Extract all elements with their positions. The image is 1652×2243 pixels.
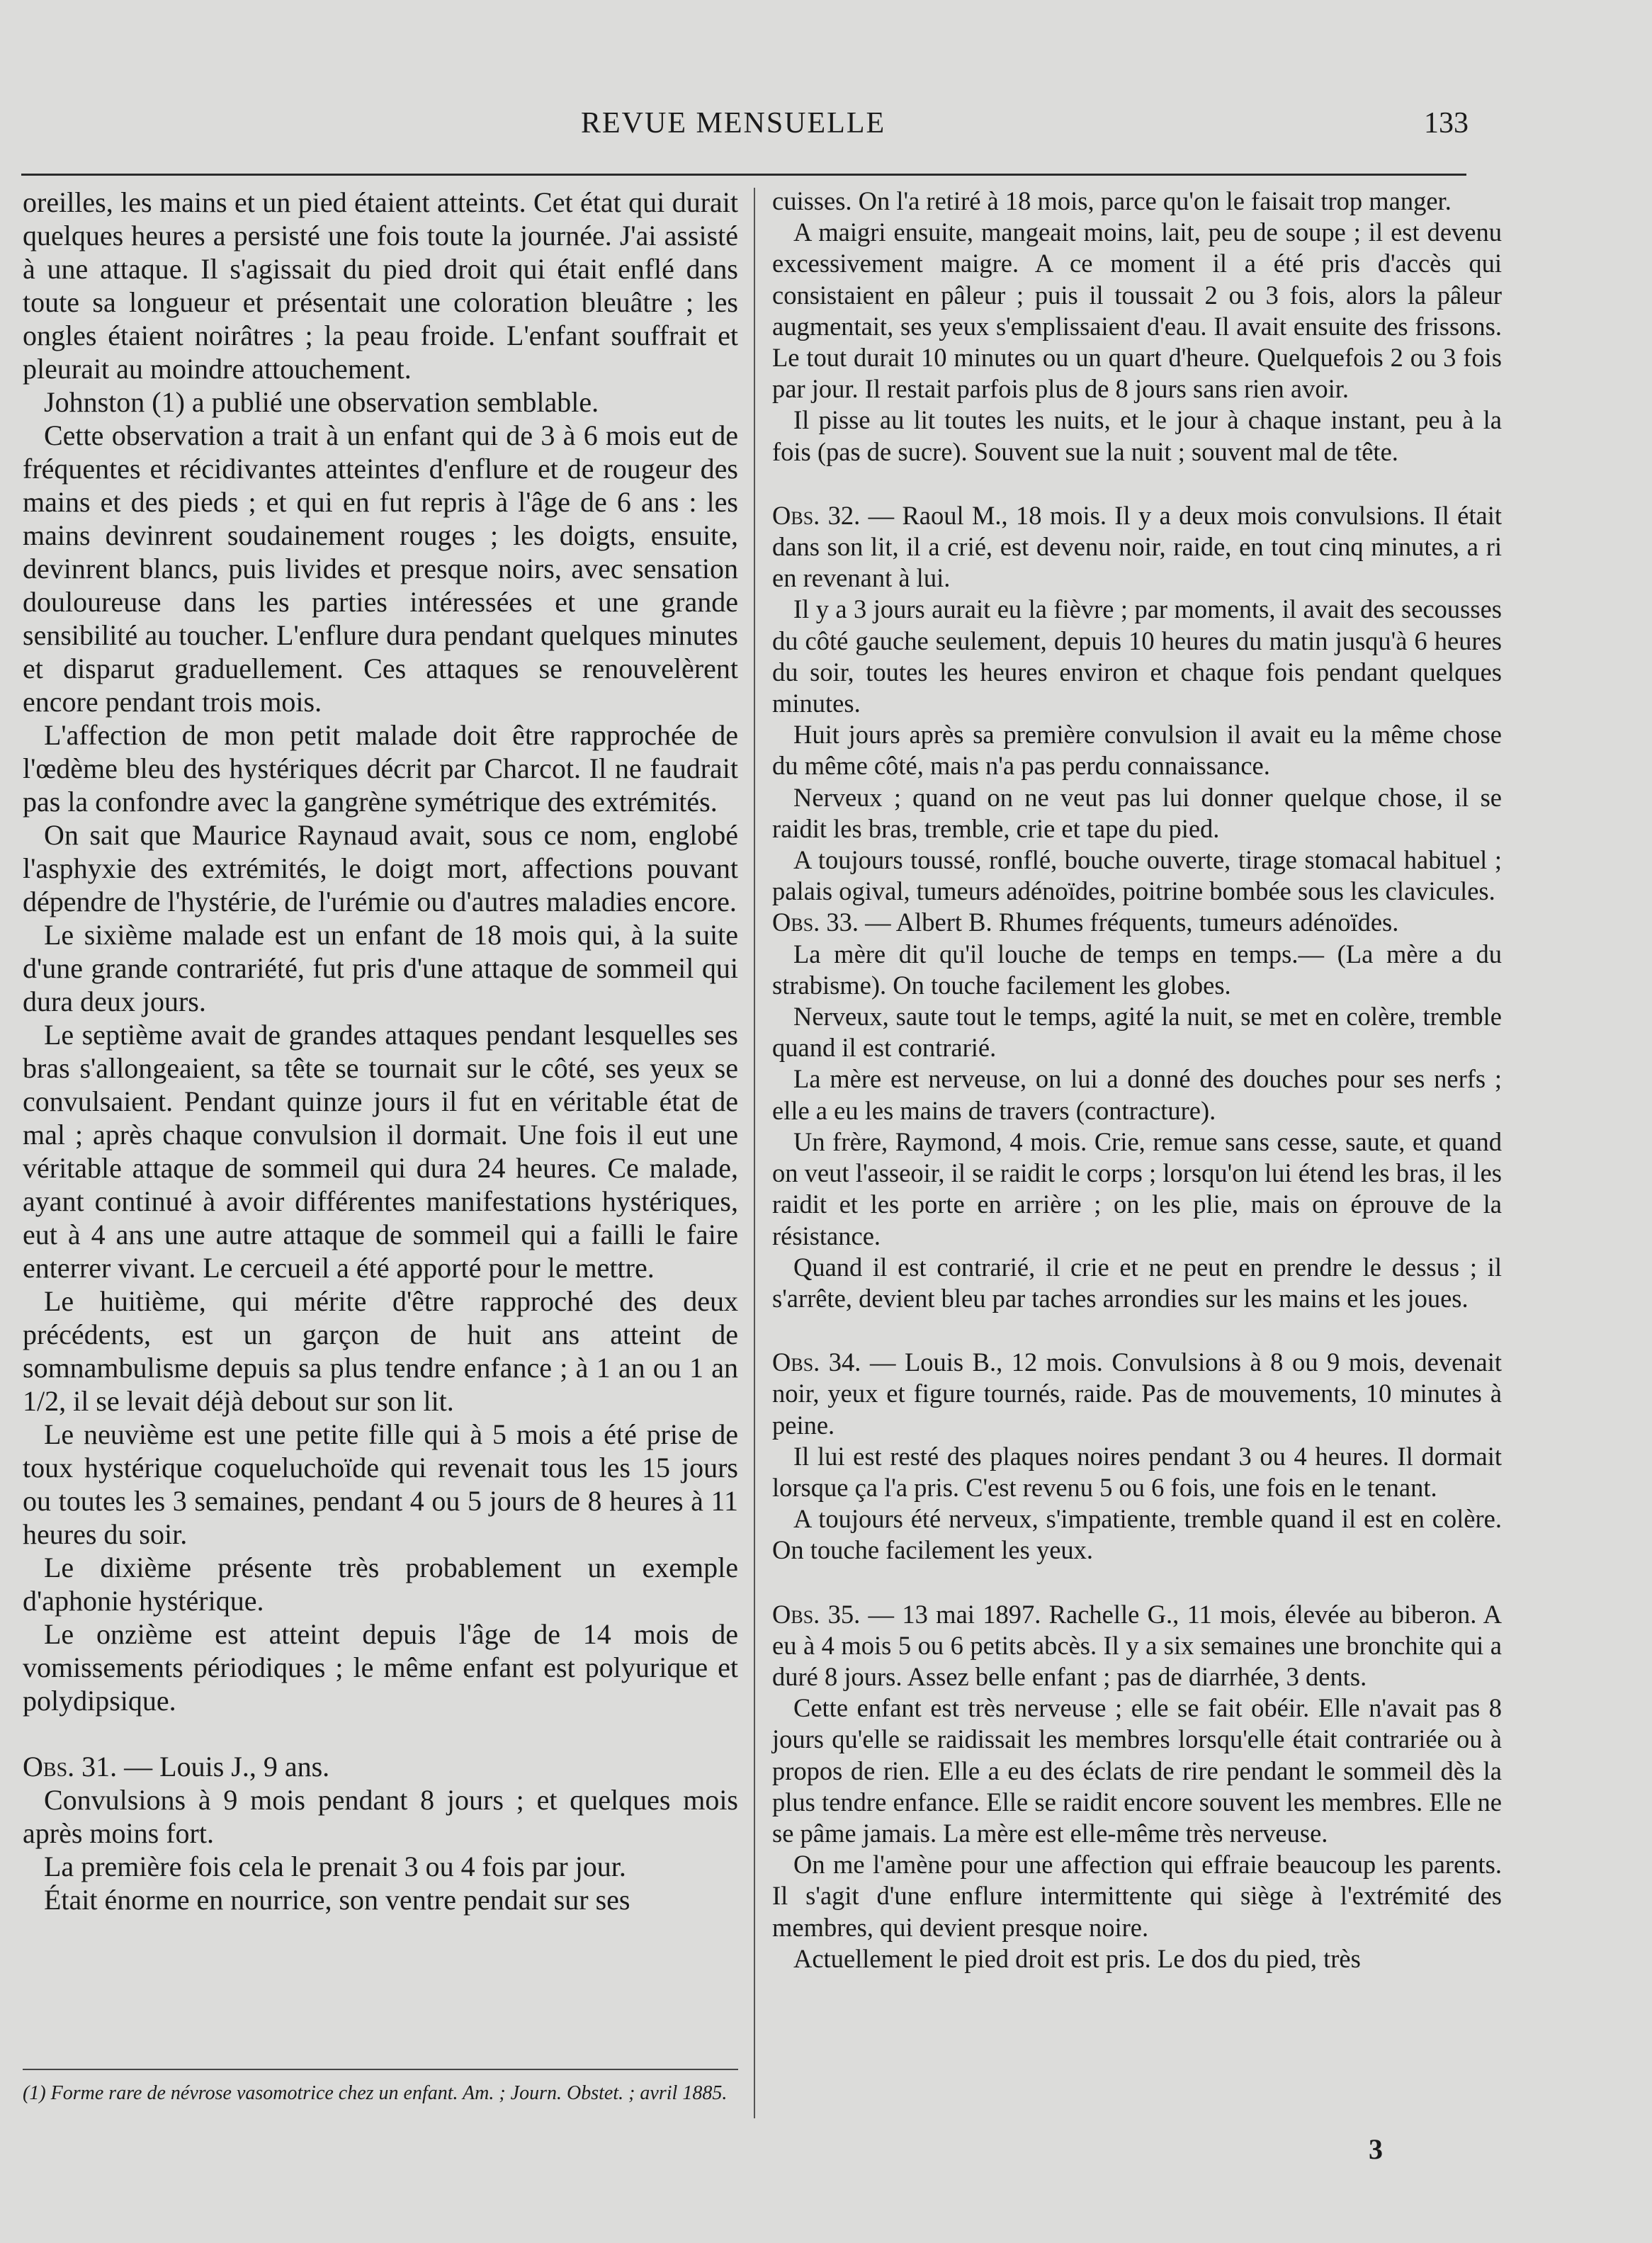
observation-label: Obs. 31. [23, 1751, 118, 1782]
observation-title: — Louis J., 9 ans. [117, 1751, 330, 1782]
paragraph: Le septième avait de grandes attaques pendant lesquelles ses bras s'allongeaient, sa tête se tournait sur le côté, ses yeux se convulsaient. Pendant quinze jours il fut en véritable état de mal ; après chaque convulsion il dormait. Une fois il eut une véritable attaque de sommeil qui dura 24 heures. Ce malade, ayant continué à avoir différentes manifestations hystériques, eut à 4 ans une autre attaque de sommeil qui a failli le faire enterrer vivant. Le cercueil a été apporté pour le mettre. [23, 1019, 738, 1284]
paragraph: Le dixième présente très probablement un exemple d'aphonie hystérique. [23, 1552, 738, 1617]
signature-mark: 3 [1369, 2133, 1383, 2165]
footnote-rule [23, 2069, 738, 2070]
observation-heading [23, 1750, 738, 1783]
section-gap [23, 1717, 738, 1750]
observation-label: Obs. 35. [772, 1599, 861, 1629]
observation-heading [772, 1347, 1502, 1441]
section-gap [772, 1566, 1502, 1599]
paragraph: Cette enfant est très nerveuse ; elle se fait obéir. Elle n'avait pas 8 jours qu'elle se raidissait les membres lorsqu'elle était contrariée ou à propos de rien. Elle a eu des éclats de rire pendant le sommeil dès la plus tendre enfance. Elle se raidit encore souvent les membres. Elle ne se pâme jamais. La mère est elle-même très nerveuse. [772, 1693, 1502, 1848]
observation-title: — Louis B., 12 mois. Convulsions à 8 ou 9 mois, devenait noir, yeux et figure tournés, raide. Pas de mouvements, 10 minutes à peine. [772, 1348, 1502, 1440]
paragraph: Actuellement le pied droit est pris. Le dos du pied, très [793, 1943, 1361, 1973]
paragraph: Quand il est contrarié, il crie et ne peut en prendre le dessus ; il s'arrête, devient bleu par taches arrondies sur les mains et les joues. [772, 1252, 1502, 1313]
paragraph: cuisses. On l'a retiré à 18 mois, parce qu'on le faisait trop manger. [772, 186, 1452, 215]
header-rule [21, 174, 1466, 176]
paragraph: Un frère, Raymond, 4 mois. Crie, remue sans cesse, saute, et quand on veut l'asseoir, il se raidit le corps ; lorsqu'on lui étend les bras, il les raidit et les porte en arrière ; on les plie, mais on éprouve de la résistance. [772, 1126, 1502, 1250]
paragraph: Le onzième est atteint depuis l'âge de 14 mois de vomissements périodiques ; le même enfant est polyurique et polydipsique. [23, 1618, 738, 1717]
observation-heading [772, 907, 1502, 938]
paragraph: Nerveux ; quand on ne veut pas lui donner quelque chose, il se raidit les bras, tremble, crie et tape du pied. [772, 782, 1502, 843]
observation-heading [772, 1599, 1502, 1693]
paragraph: A toujours été nerveux, s'impatiente, tremble quand il est en colère. On touche facilement les yeux. [772, 1504, 1502, 1565]
paragraph: Le sixième malade est un enfant de 18 mois qui, à la suite d'une grande contrariété, fut pris d'une attaque de sommeil qui dura deux jours. [23, 919, 738, 1017]
observation-heading [772, 500, 1502, 594]
paragraph: Nerveux, saute tout le temps, agité la nuit, se met en colère, tremble quand il est contrarié. [772, 1002, 1502, 1063]
paragraph: Huit jours après sa première convulsion il avait eu la même chose du même côté, mais n'a pas perdu connaissance. [772, 720, 1502, 781]
running-header [21, 106, 1469, 156]
paragraph: Cette observation a trait à un enfant qui de 3 à 6 mois eut de fréquentes et récidivantes atteintes d'enflure et de rougeur des mains et des pieds ; et qui en fut repris à l'âge de 6 ans : les mains devinrent soudainement rouges ; les doigts, ensuite, devinrent blancs, puis livides et presque noirs, avec sensation douloureuse dans les parties intéressées et une grande sensibilité au toucher. L'enflure dura pendant quelques minutes et disparut graduellement. Ces attaques se renouvelèrent encore pendant trois mois. [23, 419, 738, 718]
paragraph: Il pisse au lit toutes les nuits, et le jour à chaque instant, peu à la fois (pas de sucre). Souvent sue la nuit ; souvent mal de tête. [772, 405, 1502, 466]
paragraph: On me l'amène pour une affection qui effraie beaucoup les parents. Il s'agit d'une enflure intermittente qui siège à l'extrémité des membres, qui devient presque noire. [772, 1850, 1502, 1942]
paragraph: On sait que Maurice Raynaud avait, sous ce nom, englobé l'asphyxie des extrémités, le doigt mort, affections pouvant dépendre de l'hystérie, de l'urémie ou d'autres maladies encore. [23, 819, 738, 917]
paragraph: La première fois cela le prenait 3 ou 4 fois par jour. [44, 1851, 626, 1882]
paragraph: Convulsions à 9 mois pendant 8 jours ; et quelques mois après moins fort. [23, 1784, 738, 1849]
journal-title: REVUE MENSUELLE [581, 107, 886, 140]
paragraph: L'affection de mon petit malade doit être rapprochée de l'œdème bleu des hystériques décrit par Charcot. Il ne faudrait pas la confondre avec la gangrène symétrique des extrémités. [23, 719, 738, 818]
section-gap [772, 1314, 1502, 1347]
right-column [772, 186, 1502, 1974]
page-number: 133 [1424, 107, 1469, 140]
observation-label: Obs. 34. [772, 1348, 861, 1377]
observation-title: — Raoul M., 18 mois. Il y a deux mois convulsions. Il était dans son lit, il a crié, est devenu noir, raide, en tout cinq minutes, a ri en revenant à lui. [772, 500, 1502, 593]
paragraph: Était énorme en nourrice, son ventre pendait sur ses [44, 1884, 630, 1916]
paragraph: A toujours toussé, ronflé, bouche ouverte, tirage stomacal habituel ; palais ogival, tumeurs adénoïdes, poitrine bombée sous les clavicules. [772, 845, 1502, 906]
paragraph: A maigri ensuite, mangeait moins, lait, peu de soupe ; il est devenu excessivement maigre. A ce moment il a été pris d'accès qui consistaient en pâleur ; puis il toussait 2 ou 3 fois, alors la pâleur augmentait, ses yeux s'emplissaient d'eau. Il avait ensuite des frissons. Le tout durait 10 minutes ou un quart d'heure. Quelquefois 2 ou 3 fois par jour. Il restait parfois plus de 8 jours sans rien avoir. [772, 217, 1502, 404]
paragraph: oreilles, les mains et un pied étaient atteints. Cet état qui durait quelques heures a persisté une fois toute la journée. J'ai assisté à une attaque. Il s'agissait du pied droit qui était enflé dans toute sa longueur et présentait une coloration bleuâtre ; les ongles étaient noirâtres ; la peau froide. L'enfant souffrait et pleurait au moindre attouchement. [23, 186, 738, 385]
paragraph: Il y a 3 jours aurait eu la fièvre ; par moments, il avait des secousses du côté gauche seulement, depuis 10 heures du matin jusqu'à 6 heures du soir, toutes les heures environ et chaque fois pendant quelques minutes. [772, 594, 1502, 718]
observation-title: — 13 mai 1897. Rachelle G., 11 mois, élevée au biberon. A eu à 4 mois 5 ou 6 petits abcès. Il y a six semaines une bronchite qui a duré 8 jours. Assez belle enfant ; pas de diarrhée, 3 dents. [772, 1599, 1502, 1691]
observation-label: Obs. 32. [772, 500, 861, 530]
paragraph: La mère dit qu'il louche de temps en temps.— (La mère a du strabisme). On touche facilement les globes. [772, 939, 1502, 1000]
column-divider [754, 188, 755, 2118]
paragraph: Johnston (1) a publié une observation semblable. [44, 386, 599, 418]
footnote: (1) Forme rare de névrose vasomotrice chez un enfant. Am. ; Journ. Obstet. ; avril 1885. [23, 2082, 728, 2104]
observation-title: — Albert B. Rhumes fréquents, tumeurs adénoïdes. [859, 908, 1399, 937]
observation-label: Obs. 33. [772, 908, 859, 937]
paragraph: Le huitième, qui mérite d'être rapproché des deux précédents, est un garçon de huit ans atteint de somnambulisme depuis sa plus tendre enfance ; à 1 an ou 1 an 1/2, il se levait déjà debout sur son lit. [23, 1285, 738, 1417]
paragraph: Il lui est resté des plaques noires pendant 3 ou 4 heures. Il dormait lorsque ça l'a pris. C'est revenu 5 ou 6 fois, une fois en le tenant. [772, 1441, 1502, 1502]
left-column [23, 186, 738, 1916]
section-gap [772, 468, 1502, 500]
paragraph: Le neuvième est une petite fille qui à 5 mois a été prise de toux hystérique coqueluchoïde qui revenait tous les 15 jours ou toutes les 3 semaines, pendant 4 ou 5 jours de 8 heures à 11 heures du soir. [23, 1418, 738, 1550]
paragraph: La mère est nerveuse, on lui a donné des douches pour ses nerfs ; elle a eu les mains de travers (contracture). [772, 1064, 1502, 1125]
